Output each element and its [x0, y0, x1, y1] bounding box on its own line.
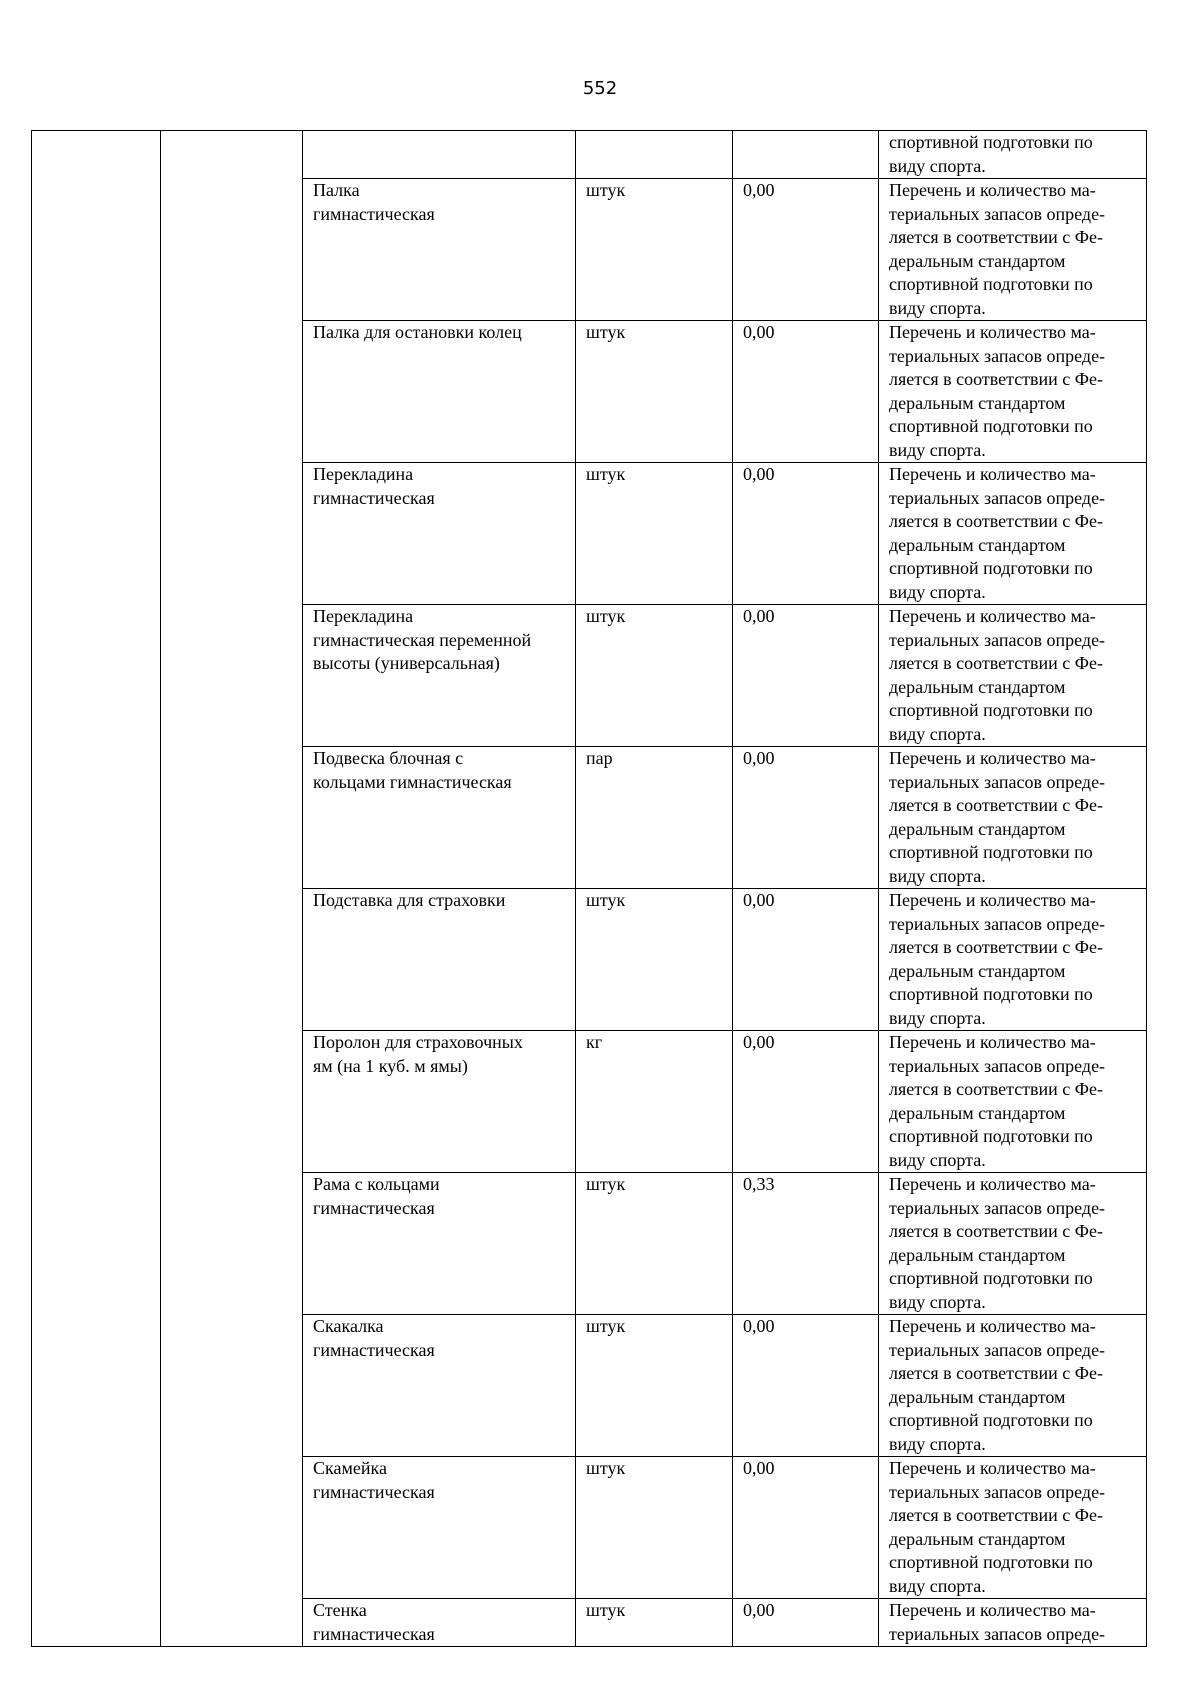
note-line: ляется в соответствии с Фе- — [889, 937, 1104, 957]
note-line: спортивной подготовки по — [889, 984, 1093, 1004]
note-line: виду спорта. — [889, 1291, 986, 1312]
note-line: Перечень и количество ма- — [889, 1316, 1096, 1336]
item-name-line: Подвеска блочная с — [313, 748, 464, 768]
item-name-line: гимнастическая — [313, 1623, 435, 1644]
note-line: териальных запасов опреде- — [889, 203, 1106, 224]
unit-cell: штук — [576, 321, 733, 463]
note-line: териальных запасов опреде- — [889, 1623, 1106, 1644]
note-line: деральным стандартом — [889, 676, 1066, 697]
note-line: виду спорта. — [889, 1575, 986, 1596]
quantity-cell: 0,33 — [733, 1173, 879, 1315]
item-name-line: кольцами гимнастическая — [313, 771, 512, 792]
item-name-line: гимнастическая — [313, 487, 435, 508]
quantity-cell: 0,00 — [733, 1599, 879, 1647]
quantity-cell: 0,00 — [733, 1315, 879, 1457]
note-cell — [879, 605, 1147, 747]
note-line: ляется в соответствии с Фе- — [889, 795, 1104, 815]
note-line: Перечень и количество ма- — [889, 464, 1096, 484]
item-name-cell — [303, 1173, 576, 1315]
note-cell — [879, 131, 1147, 179]
note-line: Перечень и количество ма- — [889, 1600, 1096, 1620]
unit-cell: пар — [576, 747, 733, 889]
item-name-cell — [303, 889, 576, 1031]
quantity-cell: 0,00 — [733, 889, 879, 1031]
note-line: спортивной подготовки по — [889, 700, 1093, 720]
note-line: спортивной подготовки по — [889, 558, 1093, 578]
equipment-table — [31, 130, 1147, 1647]
item-name-line: Рама с кольцами — [313, 1174, 440, 1194]
note-cell — [879, 1173, 1147, 1315]
note-line: деральным стандартом — [889, 392, 1066, 413]
note-line: спортивной подготовки по — [889, 416, 1093, 436]
unit-cell: штук — [576, 179, 733, 321]
note-line: спортивной подготовки по — [889, 274, 1093, 294]
quantity-cell: 0,00 — [733, 605, 879, 747]
item-name-line: ям (на 1 куб. м ямы) — [313, 1055, 468, 1076]
note-line: Перечень и количество ма- — [889, 1174, 1096, 1194]
item-name-cell — [303, 1031, 576, 1173]
note-line: Перечень и количество ма- — [889, 748, 1096, 768]
item-name-line: гимнастическая — [313, 1197, 435, 1218]
item-name-cell — [303, 131, 576, 179]
note-line: ляется в соответствии с Фе- — [889, 511, 1104, 531]
item-name-line: Палка для остановки колец — [313, 322, 522, 342]
note-line: териальных запасов опреде- — [889, 1055, 1106, 1076]
note-line: виду спорта. — [889, 865, 986, 886]
note-line: деральным стандартом — [889, 1528, 1066, 1549]
note-cell — [879, 1457, 1147, 1599]
unit-cell: штук — [576, 889, 733, 1031]
note-cell — [879, 889, 1147, 1031]
unit-cell: кг — [576, 1031, 733, 1173]
item-name-line: Скамейка — [313, 1458, 387, 1478]
note-line: деральным стандартом — [889, 1102, 1066, 1123]
equipment-table-body — [32, 131, 1147, 1647]
note-cell — [879, 463, 1147, 605]
note-line: ляется в соответствии с Фе- — [889, 1505, 1104, 1525]
item-name-line: Стенка — [313, 1600, 367, 1620]
note-cell — [879, 1599, 1147, 1647]
merged-column-1 — [32, 131, 161, 1647]
note-line: виду спорта. — [889, 1007, 986, 1028]
note-line: териальных запасов опреде- — [889, 771, 1106, 792]
note-cell — [879, 747, 1147, 889]
note-line: спортивной подготовки по — [889, 132, 1093, 152]
note-cell — [879, 1315, 1147, 1457]
note-line: деральным стандартом — [889, 818, 1066, 839]
note-line: спортивной подготовки по — [889, 1552, 1093, 1572]
note-line: виду спорта. — [889, 439, 986, 460]
unit-cell: штук — [576, 463, 733, 605]
item-name-line: Перекладина — [313, 464, 414, 484]
note-line: спортивной подготовки по — [889, 1410, 1093, 1430]
note-line: деральным стандартом — [889, 1386, 1066, 1407]
note-line: виду спорта. — [889, 297, 986, 318]
item-name-cell — [303, 1315, 576, 1457]
item-name-cell — [303, 747, 576, 889]
note-cell — [879, 179, 1147, 321]
note-cell — [879, 321, 1147, 463]
note-line: териальных запасов опреде- — [889, 629, 1106, 650]
note-line: спортивной подготовки по — [889, 842, 1093, 862]
unit-cell: штук — [576, 1315, 733, 1457]
item-name-line: Поролон для страховочных — [313, 1032, 523, 1052]
note-line: ляется в соответствии с Фе- — [889, 1079, 1104, 1099]
quantity-cell: 0,00 — [733, 747, 879, 889]
item-name-line: Подставка для страховки — [313, 890, 506, 910]
quantity-cell — [733, 131, 879, 179]
note-line: териальных запасов опреде- — [889, 487, 1106, 508]
note-line: виду спорта. — [889, 155, 986, 176]
note-line: Перечень и количество ма- — [889, 180, 1096, 200]
unit-cell: штук — [576, 605, 733, 747]
note-line: ляется в соответствии с Фе- — [889, 369, 1104, 389]
unit-cell: штук — [576, 1599, 733, 1647]
quantity-cell: 0,00 — [733, 179, 879, 321]
note-line: деральным стандартом — [889, 960, 1066, 981]
note-line: спортивной подготовки по — [889, 1126, 1093, 1146]
note-line: виду спорта. — [889, 581, 986, 602]
item-name-line: гимнастическая переменной — [313, 629, 532, 650]
note-line: Перечень и количество ма- — [889, 1458, 1096, 1478]
note-line: Перечень и количество ма- — [889, 606, 1096, 626]
note-line: Перечень и количество ма- — [889, 1032, 1096, 1052]
item-name-line: гимнастическая — [313, 203, 435, 224]
note-line: териальных запасов опреде- — [889, 345, 1106, 366]
note-line: териальных запасов опреде- — [889, 1481, 1106, 1502]
quantity-cell: 0,00 — [733, 321, 879, 463]
item-name-line: гимнастическая — [313, 1481, 435, 1502]
item-name-cell — [303, 1457, 576, 1599]
item-name-cell — [303, 179, 576, 321]
item-name-cell — [303, 605, 576, 747]
item-name-line: Скакалка — [313, 1316, 384, 1336]
unit-cell — [576, 131, 733, 179]
note-line: деральным стандартом — [889, 1244, 1066, 1265]
note-line: ляется в соответствии с Фе- — [889, 1363, 1104, 1383]
note-line: териальных запасов опреде- — [889, 1197, 1106, 1218]
note-line: ляется в соответствии с Фе- — [889, 653, 1104, 673]
note-line: Перечень и количество ма- — [889, 890, 1096, 910]
note-line: деральным стандартом — [889, 534, 1066, 555]
note-line: ляется в соответствии с Фе- — [889, 1221, 1104, 1241]
quantity-cell: 0,00 — [733, 1031, 879, 1173]
page-number: 552 — [582, 78, 618, 99]
item-name-line: Перекладина — [313, 606, 414, 626]
note-line: виду спорта. — [889, 1433, 986, 1454]
note-line: териальных запасов опреде- — [889, 1339, 1106, 1360]
item-name-cell — [303, 321, 576, 463]
quantity-cell: 0,00 — [733, 1457, 879, 1599]
note-line: спортивной подготовки по — [889, 1268, 1093, 1288]
item-name-cell — [303, 463, 576, 605]
note-cell — [879, 1031, 1147, 1173]
table-row-continuation — [32, 131, 1147, 179]
note-line: виду спорта. — [889, 1149, 986, 1170]
item-name-cell — [303, 1599, 576, 1647]
item-name-line: Палка — [313, 180, 360, 200]
merged-column-2 — [161, 131, 303, 1647]
unit-cell: штук — [576, 1173, 733, 1315]
note-line: Перечень и количество ма- — [889, 322, 1096, 342]
note-line: виду спорта. — [889, 723, 986, 744]
item-name-line: гимнастическая — [313, 1339, 435, 1360]
note-line: ляется в соответствии с Фе- — [889, 227, 1104, 247]
quantity-cell: 0,00 — [733, 463, 879, 605]
note-line: териальных запасов опреде- — [889, 913, 1106, 934]
note-line: деральным стандартом — [889, 250, 1066, 271]
unit-cell: штук — [576, 1457, 733, 1599]
item-name-line: высоты (универсальная) — [313, 653, 500, 673]
